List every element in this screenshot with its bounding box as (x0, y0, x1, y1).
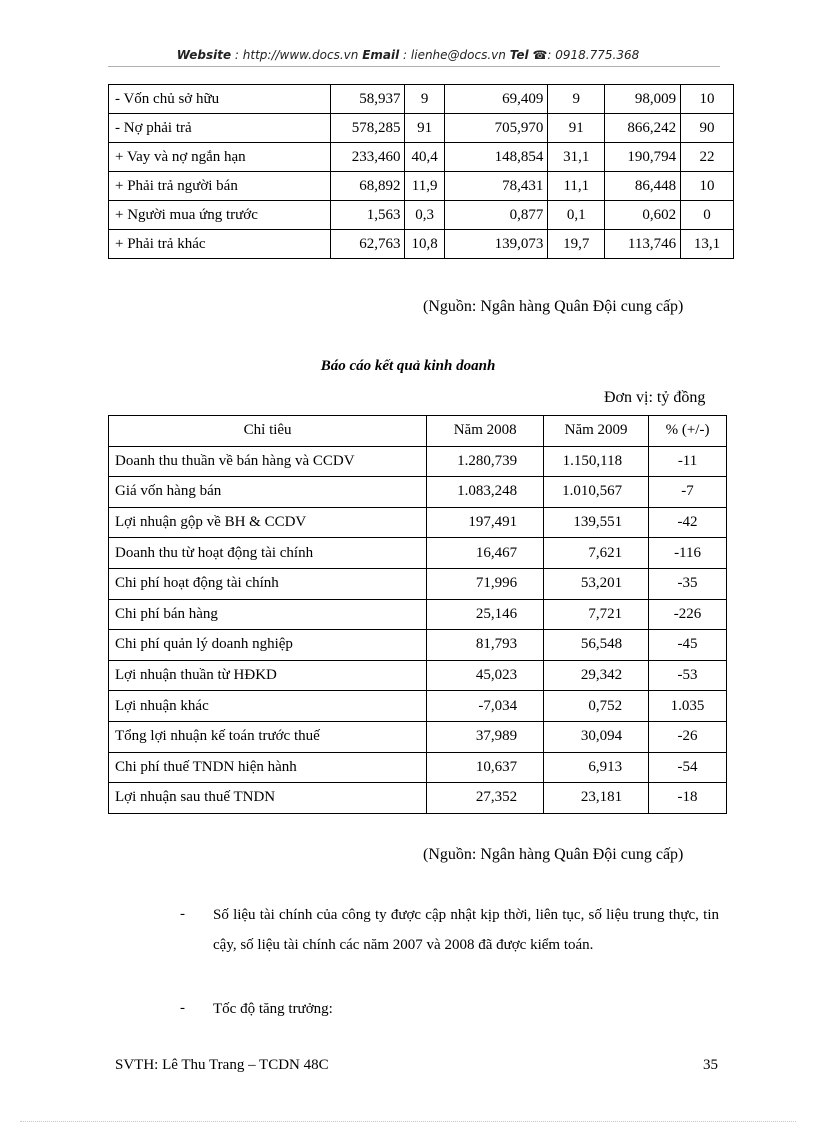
row-label: - Nợ phải trả (109, 114, 331, 143)
table-row (109, 630, 727, 661)
year-2008-cell: 45,023 (427, 660, 544, 691)
table-row (109, 230, 734, 259)
table-row (109, 721, 727, 752)
column-header: Năm 2009 (544, 416, 649, 447)
year-2008-cell: 10,637 (427, 752, 544, 783)
table-row (109, 477, 727, 508)
row-label: Chi phí hoạt động tài chính (109, 568, 427, 599)
row-label: - Vốn chủ sở hữu (109, 85, 331, 114)
table-header-row (109, 416, 727, 447)
column-header: % (+/-) (649, 416, 727, 447)
row-label: + Phải trả khác (109, 230, 331, 259)
value-cell: 190,794 (605, 143, 681, 172)
year-2009-cell: 6,913 (544, 752, 649, 783)
percent-cell: 40,4 (405, 143, 444, 172)
value-cell: 0,877 (444, 201, 548, 230)
percent-cell: 9 (548, 85, 605, 114)
change-percent-cell: -18 (649, 783, 727, 814)
table-row (109, 783, 727, 814)
website-value: : http://www.docs.vn (234, 48, 359, 62)
table-row (109, 568, 727, 599)
tel-value: : 0918.775.368 (547, 48, 640, 62)
table-row (109, 114, 734, 143)
table-row (109, 599, 727, 630)
change-percent-cell: -53 (649, 660, 727, 691)
bullet-marker: - (180, 906, 185, 922)
year-2008-cell: 16,467 (427, 538, 544, 569)
change-percent-cell: -11 (649, 446, 727, 477)
percent-cell: 9 (405, 85, 444, 114)
row-label: Lợi nhuận sau thuế TNDN (109, 783, 427, 814)
page-bottom-divider (20, 1121, 796, 1122)
percent-cell: 10 (681, 172, 734, 201)
year-2008-cell: -7,034 (427, 691, 544, 722)
year-2008-cell: 27,352 (427, 783, 544, 814)
header-divider (108, 66, 720, 67)
email-value: : lienhe@docs.vn (403, 48, 506, 62)
table-row (109, 143, 734, 172)
year-2009-cell: 53,201 (544, 568, 649, 599)
change-percent-cell: 1.035 (649, 691, 727, 722)
row-label: Chi phí thuế TNDN hiện hành (109, 752, 427, 783)
table-row (109, 507, 727, 538)
percent-cell: 90 (681, 114, 734, 143)
percent-cell: 0,3 (405, 201, 444, 230)
table-row (109, 446, 727, 477)
year-2009-cell: 30,094 (544, 721, 649, 752)
column-header: Năm 2008 (427, 416, 544, 447)
percent-cell: 10,8 (405, 230, 444, 259)
year-2008-cell: 197,491 (427, 507, 544, 538)
source-note: (Nguồn: Ngân hàng Quân Đội cung cấp) (423, 298, 684, 315)
row-label: Lợi nhuận gộp về BH & CCDV (109, 507, 427, 538)
value-cell: 578,285 (330, 114, 405, 143)
change-percent-cell: -7 (649, 477, 727, 508)
row-label: + Phải trả người bán (109, 172, 331, 201)
year-2008-cell: 81,793 (427, 630, 544, 661)
value-cell: 866,242 (605, 114, 681, 143)
percent-cell: 19,7 (548, 230, 605, 259)
year-2009-cell: 1.010,567 (544, 477, 649, 508)
percent-cell: 91 (548, 114, 605, 143)
value-cell: 78,431 (444, 172, 548, 201)
row-label: + Người mua ứng trước (109, 201, 331, 230)
value-cell: 98,009 (605, 85, 681, 114)
percent-cell: 13,1 (681, 230, 734, 259)
change-percent-cell: -45 (649, 630, 727, 661)
percent-cell: 22 (681, 143, 734, 172)
change-percent-cell: -226 (649, 599, 727, 630)
table-row (109, 752, 727, 783)
bullet-marker: - (180, 1000, 185, 1016)
value-cell: 705,970 (444, 114, 548, 143)
website-label: Website (176, 48, 232, 62)
year-2009-cell: 0,752 (544, 691, 649, 722)
page-number: 35 (703, 1057, 718, 1073)
phone-icon: ☎ (532, 48, 548, 62)
percent-cell: 31,1 (548, 143, 605, 172)
year-2008-cell: 1.083,248 (427, 477, 544, 508)
row-label: Giá vốn hàng bán (109, 477, 427, 508)
value-cell: 86,448 (605, 172, 681, 201)
change-percent-cell: -42 (649, 507, 727, 538)
table-row (109, 691, 727, 722)
percent-cell: 10 (681, 85, 734, 114)
row-label: + Vay và nợ ngắn hạn (109, 143, 331, 172)
row-label: Lợi nhuận thuần từ HĐKD (109, 660, 427, 691)
value-cell: 233,460 (330, 143, 405, 172)
table-row (109, 85, 734, 114)
table-row (109, 538, 727, 569)
balance-table (108, 84, 734, 259)
year-2009-cell: 139,551 (544, 507, 649, 538)
percent-cell: 91 (405, 114, 444, 143)
row-label: Lợi nhuận khác (109, 691, 427, 722)
percent-cell: 0,1 (548, 201, 605, 230)
value-cell: 58,937 (330, 85, 405, 114)
percent-cell: 11,9 (405, 172, 444, 201)
year-2008-cell: 25,146 (427, 599, 544, 630)
year-2009-cell: 7,721 (544, 599, 649, 630)
tel-label: Tel (509, 48, 529, 62)
table-row (109, 660, 727, 691)
footer-author: SVTH: Lê Thu Trang – TCDN 48C (115, 1057, 329, 1073)
column-header: Chỉ tiêu (109, 416, 427, 447)
change-percent-cell: -35 (649, 568, 727, 599)
bullet-text: Số liệu tài chính của công ty được cập nhật kịp thời, liên tục, số liệu trung thực, tin cậy, số liệu tài chính các năm 2007 và 2008 đã được kiểm toán. (213, 907, 719, 953)
value-cell: 62,763 (330, 230, 405, 259)
email-label: Email (362, 48, 400, 62)
row-label: Doanh thu thuần về bán hàng và CCDV (109, 446, 427, 477)
value-cell: 148,854 (444, 143, 548, 172)
percent-cell: 0 (681, 201, 734, 230)
page-header (0, 48, 816, 62)
percent-cell: 11,1 (548, 172, 605, 201)
unit-label: Đơn vị: tỷ đồng (604, 389, 706, 406)
change-percent-cell: -116 (649, 538, 727, 569)
row-label: Chi phí quản lý doanh nghiệp (109, 630, 427, 661)
year-2009-cell: 56,548 (544, 630, 649, 661)
year-2009-cell: 7,621 (544, 538, 649, 569)
source-note: (Nguồn: Ngân hàng Quân Đội cung cấp) (423, 846, 684, 863)
row-label: Tổng lợi nhuận kế toán trước thuế (109, 721, 427, 752)
income-statement-table (108, 415, 727, 814)
year-2009-cell: 23,181 (544, 783, 649, 814)
year-2009-cell: 29,342 (544, 660, 649, 691)
table-row (109, 172, 734, 201)
table-row (109, 201, 734, 230)
value-cell: 113,746 (605, 230, 681, 259)
report-title: Báo cáo kết quả kinh doanh (320, 358, 496, 374)
row-label: Doanh thu từ hoạt động tài chính (109, 538, 427, 569)
row-label: Chi phí bán hàng (109, 599, 427, 630)
value-cell: 68,892 (330, 172, 405, 201)
value-cell: 69,409 (444, 85, 548, 114)
year-2008-cell: 71,996 (427, 568, 544, 599)
value-cell: 139,073 (444, 230, 548, 259)
change-percent-cell: -54 (649, 752, 727, 783)
change-percent-cell: -26 (649, 721, 727, 752)
year-2008-cell: 1.280,739 (427, 446, 544, 477)
value-cell: 1,563 (330, 201, 405, 230)
year-2009-cell: 1.150,118 (544, 446, 649, 477)
bullet-text: Tốc độ tăng trưởng: (213, 1001, 333, 1017)
year-2008-cell: 37,989 (427, 721, 544, 752)
value-cell: 0,602 (605, 201, 681, 230)
